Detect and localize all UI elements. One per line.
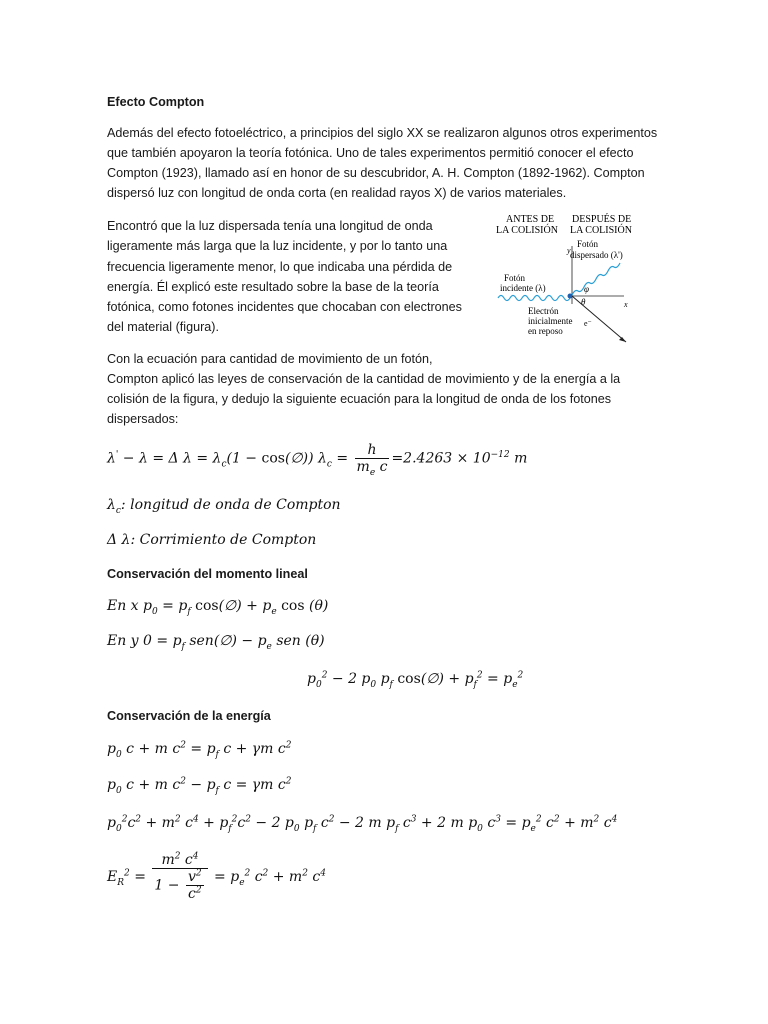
compton-shift-equation: λ' − λ = Δ $\lambda = \lambda_c(1$ − cos(∅)) $\lambda_c$ = $\frac{h}{m_e c}$ $=2.4263 \times 10^{-12}$ m (107, 442, 528, 478)
electron-dot (568, 294, 573, 299)
explanation-line: fotónica, como fotones incidentes que chocaban con electrones (107, 300, 462, 314)
incident-photon-label-line1: Fotón (504, 273, 526, 283)
energy-equation-2: $p_0$ c + m $c^2 - p_f$ c = γm $c^2$ (107, 776, 292, 796)
intro-line: dispersó luz con longitud de onda corta (en realidad rayos X) de varios materiales. (107, 186, 567, 200)
electron-label-line1: Electrón (528, 306, 559, 316)
energy-equation-3: $p_0^2c^2 + m^2$ $c^4 + p_f^2c^2 - 2$ $p_0$ $p_f$ $c^2 - 2$ m $p_f$ $c^3 + 2$ m $p_0$ $c^3 = p_e^2$ $c^2 + m^2$ $c^4$ (107, 814, 618, 834)
momentum-y-equation: En y $0 = p_f$ sen(∅) − $p_e$ sen (θ) (107, 633, 325, 652)
y-axis-label: y (567, 246, 571, 255)
momentum-x-equation: En x $p_0 = p_f$ cos(∅) + $p_e$ cos (θ) (107, 598, 329, 617)
phi-angle-label: φ (584, 284, 589, 294)
after-label-line2: LA COLISIÓN (570, 225, 632, 236)
compton-exponent: −12 (490, 449, 510, 460)
electron-label-line2: inicialmente (528, 316, 573, 326)
momentum-combined-equation: $p_0^2 - 2$ $p_0$ $p_f$ cos(∅) + $p_f^2 = p_e^2$ (307, 670, 524, 690)
compton-constant: =2.4263 × 10 (391, 450, 491, 467)
scattered-photon-wave (572, 263, 620, 295)
after-label-line1: DESPUÉS DE (572, 214, 632, 225)
intro-line: Compton (1923), llamado así en honor de su descubridor, A. H. Compton (1892-1962). Compton (107, 166, 645, 180)
momentum-section-heading: Conservación del momento lineal (107, 567, 308, 581)
incident-photon-wave (498, 296, 570, 301)
compton-unit: m (514, 450, 528, 467)
intro-line: Además del efecto fotoeléctrico, a principios del siglo XX se realizaron algunos otros experimentos (107, 126, 658, 140)
explanation-line: frecuencia ligeramente menor, lo que indicaba una pérdida de (107, 260, 453, 274)
incident-photon-label-line2: incidente (λ) (500, 283, 546, 293)
explanation-line: del material (figura). (107, 320, 219, 334)
compton-scattering-figure (486, 208, 636, 348)
x-axis-label: x (624, 300, 628, 309)
delta-lambda-definition: Δ λ: Corrimiento de Compton (107, 532, 317, 548)
before-label-line1: ANTES DE (506, 214, 555, 225)
intro-line: que también apoyaron la teoría fotónica. Uno de tales experimentos permitió conocer el efecto (107, 146, 634, 160)
scattered-photon-label-line1: Fotón (577, 239, 599, 249)
lambda-c-definition: $\lambda_c$: longitud de onda de Compton (107, 497, 341, 516)
before-label-line2: LA COLISIÓN (496, 225, 558, 236)
delta-lambda-text: : Corrimiento de Compton (130, 532, 317, 548)
electron-arrow-head (619, 337, 626, 342)
explanation-line: Encontró que la luz dispersada tenía una longitud de onda (107, 219, 433, 233)
electron-label-line3: en reposo (528, 326, 563, 336)
derivation-line: colisión de la figura, y dedujo la siguiente ecuación para la longitud de onda de los fotones (107, 392, 612, 406)
lambda-c-text: : longitud de onda de Compton (120, 497, 341, 513)
theta-angle-label: θ (581, 297, 586, 307)
derivation-line: dispersados: (107, 412, 179, 426)
document-title: Efecto Compton (107, 95, 205, 109)
electron-symbol: e⁻ (584, 319, 592, 328)
derivation-line: Compton aplicó las leyes de conservación de la cantidad de movimiento y de la energía a la (107, 372, 621, 386)
explanation-line: energía. Él explicó este resultado sobre la base de la teoría (107, 280, 439, 294)
energy-equation-1: $p_0$ c + m $c^2 = p_f$ c + γm $c^2$ (107, 740, 292, 760)
explanation-line: ligeramente más larga que la luz incidente, y por lo tanto una (107, 239, 448, 253)
energy-section-heading: Conservación de la energía (107, 709, 271, 723)
energy-equation-4: $E_R^2$ = $m^2$ $c^4$ 1 − $\frac{v^2}{c^2}$ = $p_e^2$ $c^2 + m^2$ $c^4$ (107, 851, 326, 902)
scattered-photon-label-line2: dispersado (λ') (570, 250, 623, 260)
derivation-line: Con la ecuación para cantidad de movimiento de un fotón, (107, 352, 433, 366)
